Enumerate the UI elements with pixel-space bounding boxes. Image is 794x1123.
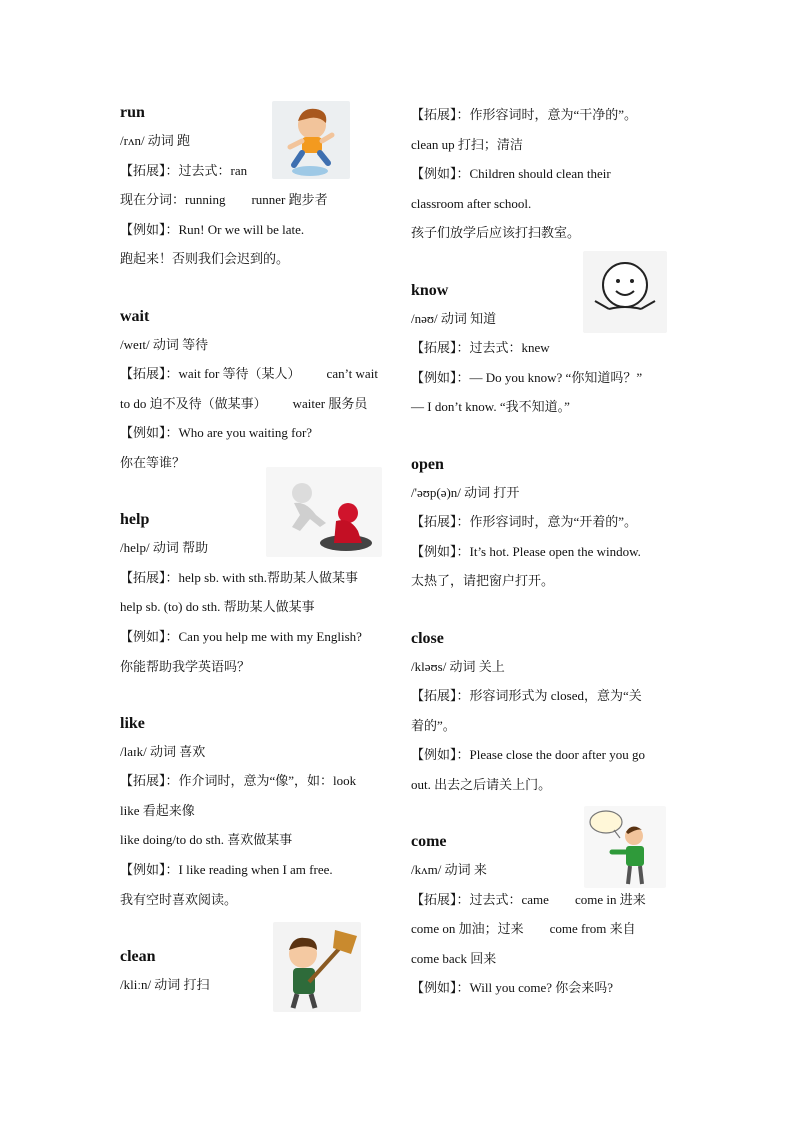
headword: open <box>411 455 444 473</box>
definition-line: /'əʊp(ə)n/ 动词 打开 <box>411 484 520 500</box>
definition-line: /kʌm/ 动词 来 <box>411 862 487 878</box>
definition-line: help sb. (to) do sth. 帮助某人做某事 <box>120 599 315 615</box>
headword: help <box>120 511 150 529</box>
helping-figures-icon <box>266 467 382 557</box>
definition-line: 【例如】：It’s hot. Please open the window. <box>411 543 641 559</box>
shrugging-face-icon <box>583 251 667 333</box>
definition-line: 【例如】：Who are you waiting for? <box>120 425 313 441</box>
word-entry-wait <box>120 304 386 478</box>
headword: clean <box>120 947 156 965</box>
definition-line: 【拓展】：形容词形式为 closed，意为“关 <box>411 688 642 704</box>
definition-line <box>120 185 386 215</box>
entry-spacer <box>411 596 677 626</box>
definition-line <box>120 359 386 389</box>
definition-line: 【拓展】：作介词时，意为“像”，如：look <box>120 773 357 789</box>
line-segment: to do 迫不及待（做某事） <box>120 395 267 411</box>
definition-line: 【拓展】：过去式：knew <box>411 340 550 356</box>
headword: run <box>120 104 145 121</box>
entry-spacer <box>120 274 386 304</box>
sweeping-boy-icon <box>273 922 361 1012</box>
definition-line: 【例如】：Run! Or we will be late. <box>120 221 305 237</box>
definition-line: 跑起来！否则我们会迟到的。 <box>120 251 290 267</box>
headword: like <box>120 714 145 732</box>
entry-spacer <box>411 422 677 452</box>
definition-line: 【例如】：Can you help me with my English? <box>120 628 362 644</box>
definition-line: /laɪk/ 动词 喜欢 <box>120 743 206 759</box>
definition-line: /rʌn/ 动词 跑 <box>120 133 191 148</box>
definition-line: 【例如】：Please close the door after you go <box>411 747 645 763</box>
definition-line: /help/ 动词 帮助 <box>120 540 209 556</box>
pointing-boy-icon <box>584 806 666 888</box>
definition-line: clean up 打扫；清洁 <box>411 136 523 152</box>
definition-line <box>120 389 386 419</box>
definition-line <box>411 914 677 944</box>
definition-line: 【例如】：I like reading when I am free. <box>120 862 333 878</box>
definition-line: 【例如】：Will you come? 你会来吗? <box>411 980 614 996</box>
definition-line: 【例如】：Children should clean their <box>411 166 611 182</box>
definition-line: /kləʊs/ 动词 关上 <box>411 658 505 674</box>
line-segment: runner 跑步者 <box>251 192 328 208</box>
line-segment: come on 加油；过来 <box>411 921 524 937</box>
entry-spacer <box>120 681 386 711</box>
headword: come <box>411 833 447 851</box>
definition-line: 太热了，请把窗户打开。 <box>411 573 555 589</box>
line-segment: come in 进来 <box>574 891 646 907</box>
line-segment: 现在分词：running <box>120 192 226 208</box>
definition-line: 着的”。 <box>411 717 456 733</box>
definition-line: 孩子们放学后应该打扫教室。 <box>411 225 581 241</box>
definition-line: 【例如】：— Do you know? “你知道吗？” <box>411 369 643 385</box>
line-segment: 【拓展】：过去式：came <box>411 891 549 907</box>
line-segment: 【拓展】：wait for 等待（某人） <box>120 366 301 382</box>
definition-line: /weɪt/ 动词 等待 <box>120 336 209 352</box>
definition-line: /kliːn/ 动词 打扫 <box>120 976 210 992</box>
definition-line: 你能帮助我学英语吗？ <box>120 658 251 674</box>
definition-line: — I don’t know. “我不知道。” <box>411 399 570 415</box>
running-boy-icon <box>272 101 350 179</box>
word-entry-like <box>120 711 386 915</box>
definition-line: 【拓展】：过去式：ran <box>120 162 248 178</box>
definition-line: 我有空时喜欢阅读。 <box>120 891 238 907</box>
word-entry-open <box>411 452 677 596</box>
definition-line: 【拓展】：作形容词时，意为“开着的”。 <box>411 514 638 530</box>
line-segment: come from 来自 <box>549 921 636 937</box>
definition-line: 【拓展】：help sb. with sth.帮助某人做某事 <box>120 569 358 585</box>
definition-line: 【拓展】：作形容词时，意为“干净的”。 <box>411 107 638 122</box>
definition-line: out. 出去之后请关上门。 <box>411 776 552 792</box>
definition-line: classroom after school. <box>411 195 532 211</box>
definition-line <box>411 885 677 915</box>
headword: wait <box>120 307 150 325</box>
line-segment: can’t wait <box>326 366 378 382</box>
line-segment: waiter 服务员 <box>292 395 368 411</box>
definition-line: come back 回来 <box>411 950 497 966</box>
word-entry-close <box>411 626 677 800</box>
definition-line: 你在等谁？ <box>120 454 186 470</box>
headword: close <box>411 629 444 647</box>
word-entry-continued <box>411 100 677 248</box>
definition-line: like 看起来像 <box>120 802 195 818</box>
headword: know <box>411 281 449 299</box>
definition-line: like doing/to do sth. 喜欢做某事 <box>120 832 293 848</box>
definition-line: /nəʊ/ 动词 知道 <box>411 310 497 326</box>
